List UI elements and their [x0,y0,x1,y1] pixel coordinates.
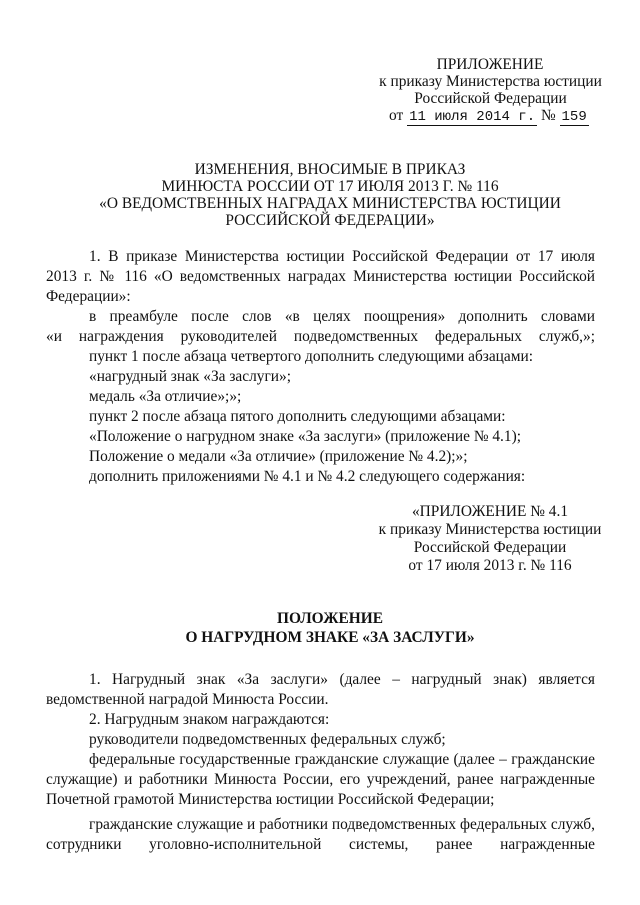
changes-heading-line: «О ВЕДОМСТВЕННЫХ НАГРАДАХ МИНИСТЕРСТВА ЮСТИЦИИ [99,195,561,212]
inner-appendix-title: «ПРИЛОЖЕНИЕ № 4.1 [411,503,569,520]
inner-appendix-line-2: Российской Федерации [413,539,567,556]
paragraph-1-line-2: 2013 г. № 116 «О ведомственных наградах Министерства юстиции Российской [46,268,595,285]
appendix-date-value: 11 июля 2014 г. [409,109,536,125]
regulation-paragraph-5-line-1: гражданские служащие и работники подведомственных федеральных служб, [89,816,595,833]
appendix-line-2: Российской Федерации [414,90,567,107]
paragraph-1-line-3: Федерации»: [46,288,131,305]
changes-heading-line: РОССИЙСКОЙ ФЕДЕРАЦИИ» [225,212,435,229]
appendix-line-1: к приказу Министерства юстиции [379,73,602,90]
paragraph-2-line-2: «и награждения руководителей подведомственных федеральных служб,»; [46,328,595,345]
paragraph-6: пункт 2 после абзаца пятого дополнить следующими абзацами: [89,408,506,425]
regulation-paragraph-4-line-3: Почетной грамотой Министерства юстиции Российской Федерации; [46,791,495,808]
appendix-title: ПРИЛОЖЕНИЕ [436,56,544,73]
regulation-paragraph-4-line-2: служащие) и работники Минюста России, его учреждений, ранее награжденные [46,771,595,788]
regulation-paragraph-3: руководители подведомственных федеральных служб; [89,731,446,748]
paragraph-9: дополнить приложениями № 4.1 и № 4.2 следующего содержания: [89,468,526,485]
regulation-paragraph-5-line-2: сотрудники уголовно-исполнительной системы, ранее награжденные [46,836,595,853]
paragraph-5: медаль «За отличие»;»; [89,388,242,405]
appendix-number-sign: № [540,107,556,124]
paragraph-7: «Положение о нагрудном знаке «За заслуги» (приложение № 4.1); [89,428,521,445]
changes-heading-line: ИЗМЕНЕНИЯ, ВНОСИМЫЕ В ПРИКАЗ [194,161,466,178]
regulation-paragraph-4-line-1: федеральные государственные гражданские служащие (далее – гражданские [89,751,595,768]
inner-appendix-line-3: от 17 июля 2013 г. № 116 [408,557,572,574]
appendix-number-value: 159 [561,109,587,125]
changes-heading-line: МИНЮСТА РОССИИ ОТ 17 ИЮЛЯ 2013 Г. № 116 [161,178,499,195]
paragraph-1-line-1: 1. В приказе Министерства юстиции Российской Федерации от 17 июля [89,248,595,265]
regulation-subtitle: О НАГРУДНОМ ЗНАКЕ «ЗА ЗАСЛУГИ» [185,629,475,646]
appendix-date-prefix: от [389,107,404,124]
paragraph-2-line-1: в преамбуле после слов «в целях поощрения» дополнить словами [89,308,595,325]
regulation-paragraph-2: 2. Нагрудным знаком награждаются: [89,711,330,728]
inner-appendix-line-1: к приказу Министерства юстиции [378,521,602,538]
regulation-paragraph-1-line-2: ведомственной наградой Минюста России. [46,691,329,708]
regulation-title: ПОЛОЖЕНИЕ [277,610,383,627]
paragraph-8: Положение о медали «За отличие» (приложение № 4.2);»; [89,448,468,465]
paragraph-3: пункт 1 после абзаца четвертого дополнить следующими абзацами: [89,348,534,365]
paragraph-4: «нагрудный знак «За заслуги»; [89,368,291,385]
appendix-date-line [389,106,589,127]
regulation-paragraph-1-line-1: 1. Нагрудный знак «За заслуги» (далее – нагрудный знак) является [89,671,595,688]
